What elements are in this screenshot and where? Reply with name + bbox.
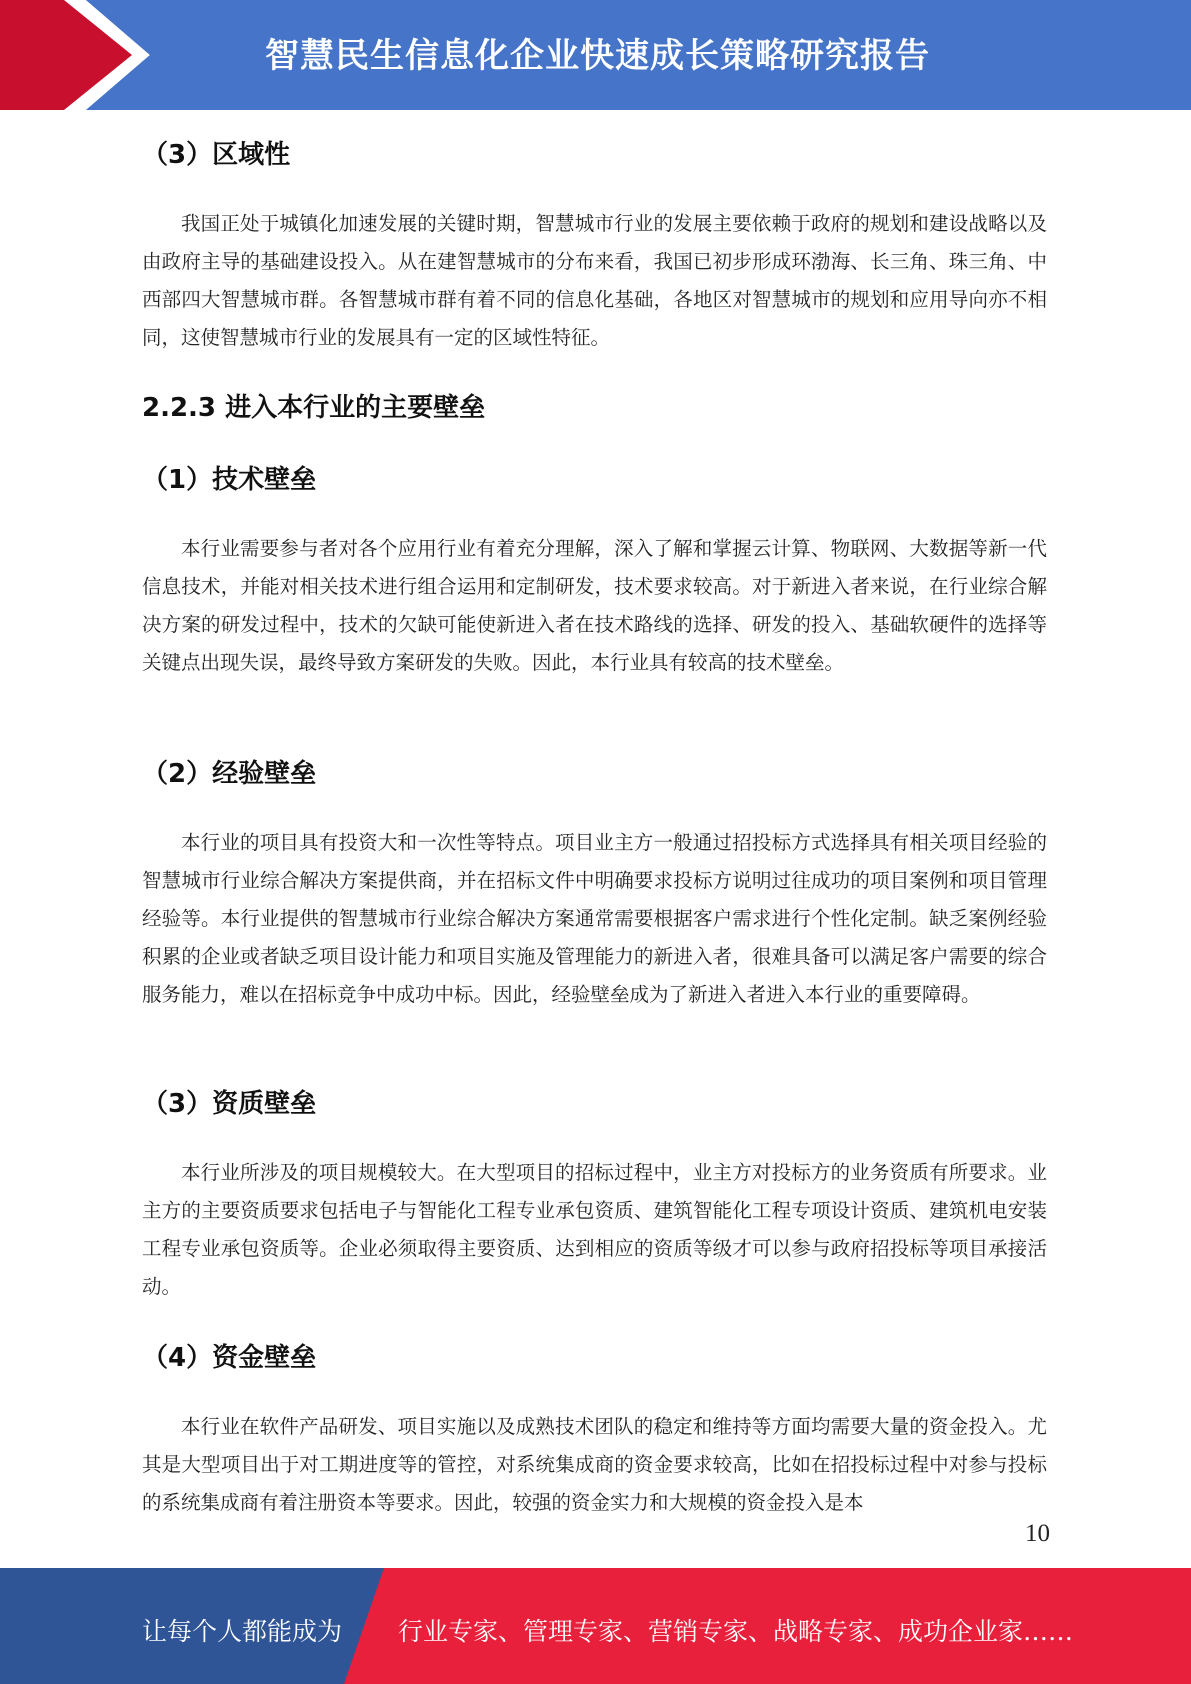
page-header xyxy=(0,0,1191,110)
heading-regional: （3）区域性 xyxy=(142,140,291,170)
heading-experience-barrier: （2）经验壁垒 xyxy=(142,759,317,789)
paragraph-capital-barrier: 本行业在软件产品研发、项目实施以及成熟技术团队的稳定和维持等方面均需要大量的资金投入。尤其是大型项目出于对工期进度等的管控，对系统集成商的资金要求较高，比如在招投标过程中对参与投标的系统集成商有着注册资本等要求。因此，较强的资金实力和大规模的资金投入是本 xyxy=(142,1415,1047,1514)
page-footer xyxy=(0,1568,1191,1684)
paragraph-regional: 我国正处于城镇化加速发展的关键时期，智慧城市行业的发展主要依赖于政府的规划和建设战略以及由政府主导的基础建设投入。从在建智慧城市的分布来看，我国已初步形成环渤海、长三角、珠三角、中西部四大智慧城市群。各智慧城市群有着不同的信息化基础，各地区对智慧城市的规划和应用导向亦不相同，这使智慧城市行业的发展具有一定的区域性特征。 xyxy=(142,212,1047,349)
heading-qualification-barrier: （3）资质壁垒 xyxy=(142,1089,317,1119)
heading-capital-barrier: （4）资金壁垒 xyxy=(142,1343,317,1373)
paragraph-qualification-barrier: 本行业所涉及的项目规模较大。在大型项目的招标过程中，业主方对投标方的业务资质有所要求。业主方的主要资质要求包括电子与智能化工程专业承包资质、建筑智能化工程专项设计资质、建筑机电安装工程专业承包资质等。企业必须取得主要资质、达到相应的资质等级才可以参与政府招投标等项目承接活动。 xyxy=(142,1161,1047,1298)
section-heading-barriers: 2.2.3 进入本行业的主要壁垒 xyxy=(142,393,486,423)
footer-slogan-right: 行业专家、管理专家、营销专家、战略专家、成功企业家…… xyxy=(398,1617,1074,1646)
paragraph-experience-barrier: 本行业的项目具有投资大和一次性等特点。项目业主方一般通过招投标方式选择具有相关项目经验的智慧城市行业综合解决方案提供商，并在招标文件中明确要求投标方说明过往成功的项目案例和项目管理经验等。本行业提供的智慧城市行业综合解决方案通常需要根据客户需求进行个性化定制。缺乏案例经验积累的企业或者缺乏项目设计能力和项目实施及管理能力的新进入者，很难具备可以满足客户需要的综合服务能力，难以在招标竞争中成功中标。因此，经验壁垒成为了新进入者进入本行业的重要障碍。 xyxy=(142,831,1047,1006)
paragraph-tech-barrier: 本行业需要参与者对各个应用行业有着充分理解，深入了解和掌握云计算、物联网、大数据等新一代信息技术，并能对相关技术进行组合运用和定制研发，技术要求较高。对于新进入者来说，在行业综合解决方案的研发过程中，技术的欠缺可能使新进入者在技术路线的选择、研发的投入、基础软硬件的选择等关键点出现失误，最终导致方案研发的失败。因此，本行业具有较高的技术壁垒。 xyxy=(142,537,1047,674)
page-number: 10 xyxy=(1025,1520,1050,1547)
heading-tech-barrier: （1）技术壁垒 xyxy=(142,465,317,495)
footer-slogan-left: 让每个人都能成为 xyxy=(142,1617,343,1646)
report-title: 智慧民生信息化企业快速成长策略研究报告 xyxy=(265,36,930,76)
